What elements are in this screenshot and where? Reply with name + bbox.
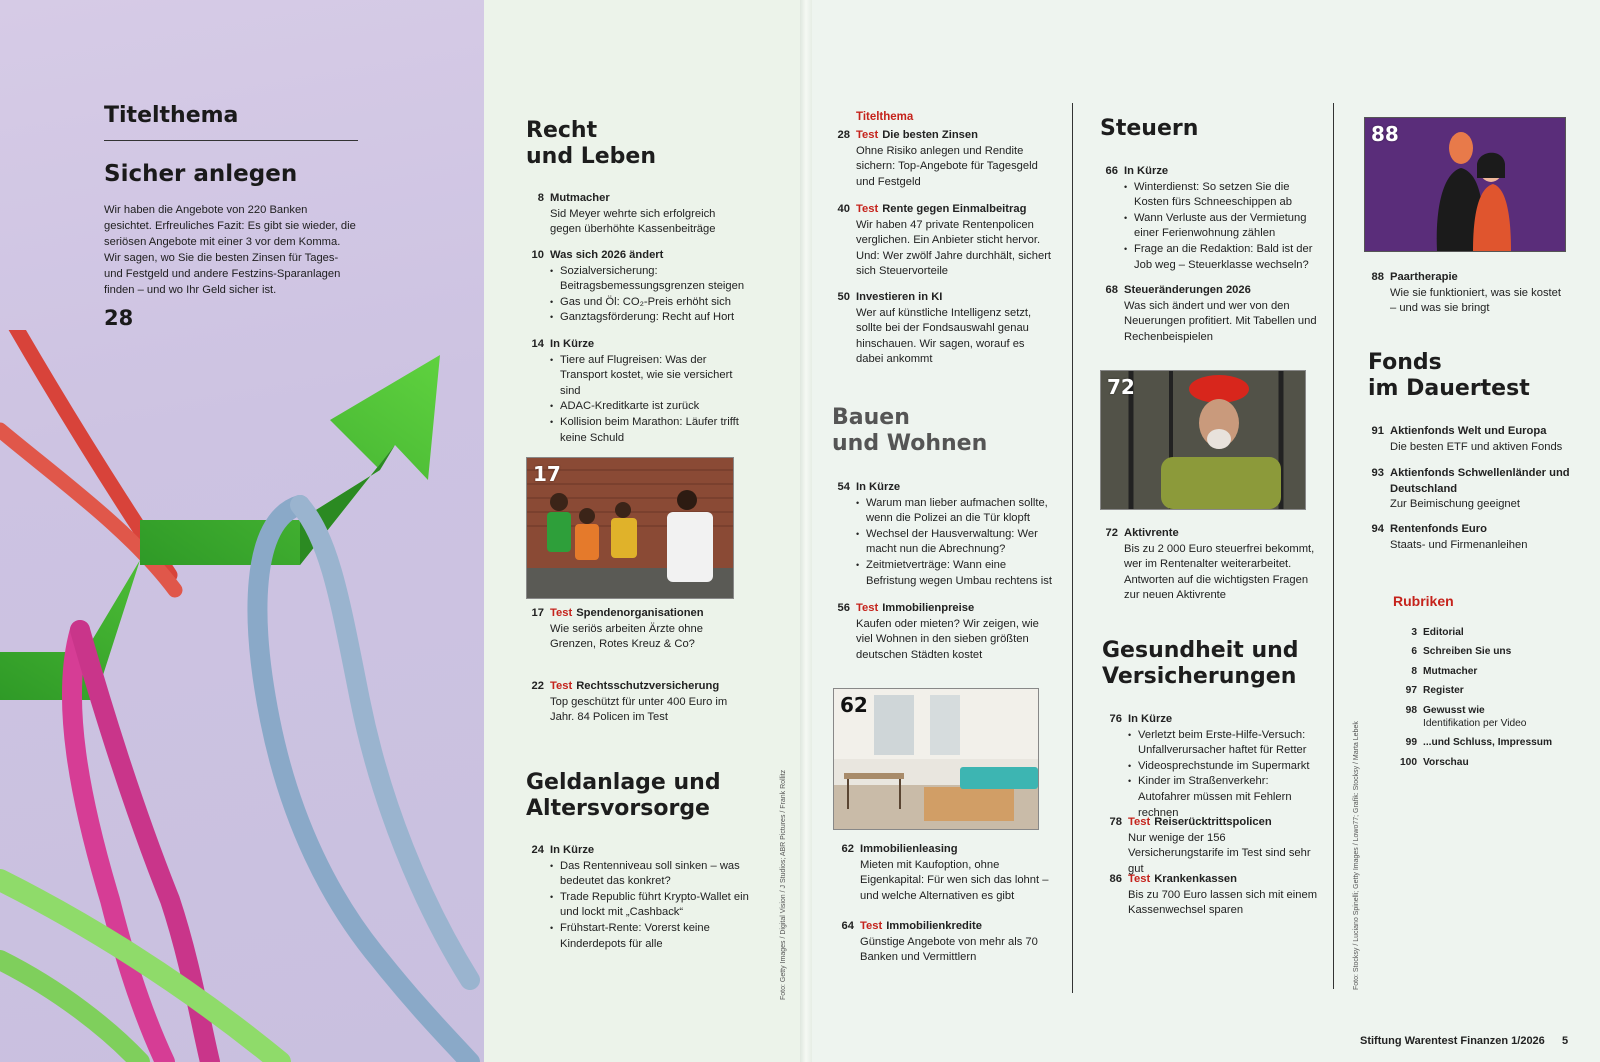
entry-description: Wie sie funktioniert, was sie kostet – und was sie bringt: [1390, 286, 1561, 315]
test-label: Test: [550, 680, 573, 692]
rubriken-item[interactable]: [1393, 756, 1573, 769]
toc-entry[interactable]: [1371, 424, 1575, 455]
entry-bullets: [550, 353, 745, 447]
entry-description: Wie seriös arbeiten Ärzte ohne Grenzen, Rotes Kreuz & Co?: [550, 622, 703, 651]
section-divider: [104, 140, 358, 141]
toc-entry[interactable]: [841, 919, 1056, 966]
test-label: Test: [1128, 873, 1151, 885]
entry-bullet: • Das Rentenniveau soll sinken – was bedeutet das konkret?: [550, 859, 750, 890]
entry-description: Kaufen oder mieten? Wir zeigen, wie viel Wohnen in den sieben größten deutschen Städten kostet: [856, 617, 1039, 661]
entry-description: Top geschützt für unter 400 Euro im Jahr. 84 Policen im Test: [550, 695, 728, 724]
category-heading-bauen: [832, 405, 987, 457]
entry-page-number: 54: [837, 481, 850, 493]
rubrik-title: Vorschau: [1423, 757, 1469, 768]
heading-line: Bauen: [832, 405, 910, 430]
entry-bullet: • Wechsel der Hausverwaltung: Wer macht nun die Abrechnung?: [856, 527, 1052, 558]
entry-page-number: 28: [837, 129, 850, 141]
toc-entry[interactable]: [837, 480, 1052, 589]
entry-page-number: 76: [1109, 713, 1122, 725]
photo-credit: Foto: Stocksy / Luciano Spinelli; Getty Images / Lowo77; Grafik: Stocksy / Marta Lebek: [1353, 721, 1360, 990]
toc-entry[interactable]: [837, 601, 1052, 663]
entry-title: Rentenfonds Euro: [1390, 523, 1487, 535]
entry-title: Immobilienpreise: [882, 602, 975, 614]
rubrik-page-number: 3: [1411, 627, 1417, 638]
entry-page-number: 56: [837, 602, 850, 614]
entry-page-number: 24: [531, 844, 544, 856]
ropes-arrow-illustration: [0, 330, 484, 1062]
photo-page-badge: 62: [840, 693, 868, 717]
entry-description: Bis zu 700 Euro lassen sich mit einem Kassenwechsel sparen: [1128, 888, 1318, 917]
rubrik-title: Mutmacher: [1423, 666, 1478, 677]
entry-description: Nur wenige der 156 Versicherungstarife im Test sind sehr gut: [1128, 831, 1311, 875]
rubriken-item[interactable]: [1393, 626, 1573, 639]
entry-description: Mieten mit Kaufoption, ohne Eigenkapital: Für wen sich das lohnt – und welche Alternativen es gibt: [860, 858, 1049, 902]
toc-entry[interactable]: [837, 202, 1052, 280]
entry-bullet: • Kinder im Straßenverkehr: Autofahrer müssen mit Fehlern rechnen: [1128, 774, 1322, 821]
entry-title: In Kürze: [550, 844, 595, 856]
toc-entry[interactable]: [837, 128, 1052, 190]
entry-title: Steueränderungen 2026: [1124, 284, 1251, 296]
entry-description: Günstige Angebote von mehr als 70 Banken und Vermittlern: [860, 935, 1038, 964]
entry-title: Aktienfonds Schwellenländer und Deutschland: [1390, 467, 1570, 495]
toc-entry[interactable]: [1109, 712, 1322, 821]
test-label: Test: [550, 607, 573, 619]
cover-story-page-number[interactable]: 28: [104, 306, 134, 330]
heading-line: Gesundheit und: [1102, 638, 1299, 663]
heading-line: Geldanlage und: [526, 770, 721, 795]
toc-entry[interactable]: [531, 248, 745, 326]
photo-credit: Foto: Getty Images / Digital Vision / J Studios; ABR Pictures / Frank Rollitz: [780, 769, 787, 1000]
category-heading-gesundheit: [1102, 638, 1299, 690]
heading-line: im Dauertest: [1368, 376, 1530, 401]
entry-bullet: • Sozialversicherung: Beitragsbemessungsgrenzen steigen: [550, 264, 745, 295]
toc-entry[interactable]: [1109, 815, 1322, 877]
footer-page-number: 5: [1562, 1035, 1569, 1047]
entry-title: Rechtsschutzversicherung: [576, 680, 720, 692]
entry-description: Sid Meyer wehrte sich erfolgreich gegen überhöhte Kassenbeiträge: [550, 207, 716, 236]
entry-title: In Kürze: [550, 338, 595, 350]
test-label: Test: [856, 602, 879, 614]
entry-page-number: 17: [531, 607, 544, 619]
entry-bullets: [550, 859, 750, 953]
rubrik-title: Editorial: [1423, 627, 1464, 638]
toc-entry[interactable]: [531, 843, 750, 952]
rubrik-page-number: 8: [1411, 666, 1417, 677]
rubriken-heading: Rubriken: [1393, 593, 1454, 609]
entry-title: Reiserücktrittspolicen: [1154, 816, 1272, 828]
toc-entry[interactable]: [1105, 526, 1318, 604]
rubrik-title: Register: [1423, 685, 1464, 696]
toc-entry[interactable]: [1371, 466, 1575, 513]
entry-bullets: [856, 496, 1052, 590]
rubrik-page-number: 100: [1400, 757, 1417, 768]
toc-entry[interactable]: [531, 679, 745, 726]
entry-page-number: 62: [841, 843, 854, 855]
entry-bullet: • Verletzt beim Erste-Hilfe-Versuch: Unfallverursacher haftet für Retter: [1128, 728, 1322, 759]
entry-title: Rente gegen Einmalbeitrag: [882, 203, 1027, 215]
entry-bullet: • Wann Verluste aus der Vermietung einer Ferienwohnung zählen: [1124, 211, 1318, 242]
entry-title: In Kürze: [1128, 713, 1173, 725]
category-heading-recht: [526, 118, 656, 170]
photo-worker-hardhat[interactable]: [1100, 370, 1306, 510]
test-label: Test: [856, 203, 879, 215]
entry-page-number: 86: [1109, 873, 1122, 885]
footer-magazine-title: Stiftung Warentest Finanzen 1/2026: [1360, 1035, 1545, 1047]
entry-bullet: • Frühstart-Rente: Vorerst keine Kinderdepots für alle: [550, 921, 750, 952]
rubrik-title: Schreiben Sie uns: [1423, 646, 1512, 657]
photo-page-badge: 88: [1371, 122, 1399, 146]
rubriken-item[interactable]: [1393, 704, 1573, 730]
rubrik-title: Gewusst wie: [1423, 705, 1485, 716]
entry-description: Zur Beimischung geeignet: [1390, 498, 1520, 511]
titelthema-label: Titelthema: [856, 111, 914, 123]
entry-bullet: • Frage an die Redaktion: Bald ist der Job weg – Steuerklasse wechseln?: [1124, 242, 1318, 273]
cover-section-label: Titelthema: [104, 103, 239, 128]
entry-page-number: 22: [531, 680, 544, 692]
rubrik-page-number: 98: [1405, 705, 1417, 716]
entry-description: Die besten ETF und aktiven Fonds: [1390, 440, 1563, 453]
entry-title: Paartherapie: [1390, 271, 1458, 283]
entry-description: Staats- und Firmenanleihen: [1390, 538, 1528, 551]
photo-page-badge: 72: [1107, 375, 1135, 399]
entry-page-number: 64: [841, 920, 854, 932]
entry-page-number: 68: [1105, 284, 1118, 296]
toc-entry[interactable]: [531, 606, 745, 653]
toc-entry[interactable]: [1105, 283, 1318, 345]
entry-page-number: 66: [1105, 165, 1118, 177]
entry-bullets: [1124, 180, 1318, 274]
test-label: Test: [860, 920, 883, 932]
entry-bullet: • Tiere auf Flugreisen: Was der Transport kostet, wie sie versichert sind: [550, 353, 745, 400]
entry-title: Was sich 2026 ändert: [550, 249, 664, 261]
heading-line: Fonds: [1368, 350, 1442, 375]
photo-children-doctor[interactable]: [526, 457, 734, 599]
cover-story-title: Sicher anlegen: [104, 161, 298, 187]
column-divider: [1333, 103, 1334, 989]
entry-title: Aktivrente: [1124, 527, 1179, 539]
photo-couple-illustration[interactable]: [1364, 117, 1566, 252]
entry-description: Ohne Risiko anlegen und Rendite sichern: Top-Angebote für Tagesgeld und Festgeld: [856, 144, 1038, 188]
photo-page-badge: 17: [533, 462, 561, 486]
category-heading-fonds: [1368, 350, 1530, 402]
entry-bullets: [550, 264, 745, 326]
entry-page-number: 10: [531, 249, 544, 261]
toc-entry[interactable]: [537, 191, 745, 238]
heading-line: Altersvorsorge: [526, 796, 710, 821]
entry-title: Die besten Zinsen: [882, 129, 978, 141]
rubriken-item[interactable]: [1393, 684, 1573, 697]
entry-bullet: • Ganztagsförderung: Recht auf Hort: [550, 310, 745, 326]
toc-entry[interactable]: [841, 842, 1056, 904]
entry-page-number: 78: [1109, 816, 1122, 828]
entry-bullet: • Warum man lieber aufmachen sollte, wenn die Polizei an die Tür klopft: [856, 496, 1052, 527]
entry-title: In Kürze: [856, 481, 901, 493]
entry-page-number: 50: [837, 291, 850, 303]
cover-story-teaser: Wir haben die Angebote von 220 Banken gesichtet. Erfreuliches Fazit: Es gibt sie wieder, die seriösen Angebote mit einer 3 vor dem Komma. Wir sagen, wo Sie die besten Zinsen für Tages- und Festgeld und andere Festzins-Sparanlagen finden – und wo Ihr Geld sicher ist.: [104, 204, 356, 296]
entry-description: Bis zu 2 000 Euro steuerfrei bekommt, wer im Rentenalter weiterarbeitet. Antworten auf die wichtigsten Fragen zur neuen Aktivrente: [1124, 542, 1315, 602]
rubrik-title: ...und Schluss, Impressum: [1423, 737, 1553, 748]
entry-bullet: • Gas und Öl: CO₂-Preis erhöht sich: [550, 295, 745, 311]
category-heading-steuern: Steuern: [1100, 116, 1199, 141]
page-gutter: [800, 0, 812, 1062]
rubrik-page-number: 6: [1411, 646, 1417, 657]
cover-story-page: [0, 0, 484, 1062]
entry-description: Was sich ändert und wer von den Neuerungen profitiert. Mit Tabellen und Rechenbeispielen: [1124, 299, 1317, 343]
toc-entry[interactable]: [1371, 270, 1570, 317]
heading-line: Recht: [526, 118, 598, 143]
entry-bullet: • ADAC-Kreditkarte ist zurück: [550, 399, 745, 415]
toc-entry[interactable]: [1371, 522, 1575, 553]
entry-bullet: • Kollision beim Marathon: Läufer trifft keine Schuld: [550, 415, 745, 446]
toc-entry[interactable]: [1109, 872, 1322, 919]
entry-title: Krankenkassen: [1154, 873, 1237, 885]
rubriken-item[interactable]: [1393, 665, 1573, 678]
toc-entry[interactable]: [837, 290, 1052, 368]
entry-page-number: 88: [1371, 271, 1384, 283]
entry-title: In Kürze: [1124, 165, 1169, 177]
rubrik-page-number: 99: [1405, 737, 1417, 748]
heading-line: und Leben: [526, 144, 657, 169]
entry-page-number: 72: [1105, 527, 1118, 539]
heading-line: Versicherungen: [1102, 664, 1297, 689]
entry-bullet: • Winterdienst: So setzen Sie die Kosten fürs Schneeschippen ab: [1124, 180, 1318, 211]
entry-title: Aktienfonds Welt und Europa: [1390, 425, 1547, 437]
photo-living-room[interactable]: [833, 688, 1039, 830]
rubrik-subtitle: Identifikation per Video: [1423, 718, 1527, 729]
rubriken-item[interactable]: [1393, 736, 1573, 749]
column-divider: [1072, 103, 1073, 993]
entry-description: Wir haben 47 private Rentenpolicen verglichen. Ein Anbieter sticht hervor. Und: Wer zwölf Jahre durchhält, sichert sich Steuervorteile: [856, 218, 1052, 278]
entry-title: Immobilienkredite: [886, 920, 982, 932]
entry-bullet: • Zeitmietverträge: Wann eine Befristung wegen Umbau rechtens ist: [856, 558, 1052, 589]
entry-bullets: [1128, 728, 1322, 822]
entry-page-number: 91: [1371, 425, 1384, 437]
heading-line: und Wohnen: [832, 431, 988, 456]
entry-bullet: • Videosprechstunde im Supermarkt: [1128, 759, 1322, 775]
entry-page-number: 40: [837, 203, 850, 215]
entry-title: Investieren in KI: [856, 291, 943, 303]
rubriken-item[interactable]: [1393, 645, 1573, 658]
entry-page-number: 14: [531, 338, 544, 350]
entry-page-number: 93: [1371, 467, 1384, 479]
entry-title: Mutmacher: [550, 192, 610, 204]
toc-entry[interactable]: [1105, 164, 1318, 273]
entry-title: Spendenorganisationen: [576, 607, 704, 619]
toc-entry[interactable]: [531, 337, 745, 446]
test-label: Test: [856, 129, 879, 141]
entry-description: Wer auf künstliche Intelligenz setzt, sollte bei der Fondsauswahl genau hinschauen. Wir sagen, worauf es dabei ankommt: [856, 306, 1032, 366]
entry-title: Immobilienleasing: [860, 843, 958, 855]
entry-page-number: 94: [1371, 523, 1384, 535]
entry-bullet: • Trade Republic führt Krypto-Wallet ein und lockt mit „Cashback“: [550, 890, 750, 921]
test-label: Test: [1128, 816, 1151, 828]
entry-page-number: 8: [537, 192, 544, 204]
category-heading-geldanlage: [526, 770, 721, 822]
rubrik-page-number: 97: [1405, 685, 1417, 696]
